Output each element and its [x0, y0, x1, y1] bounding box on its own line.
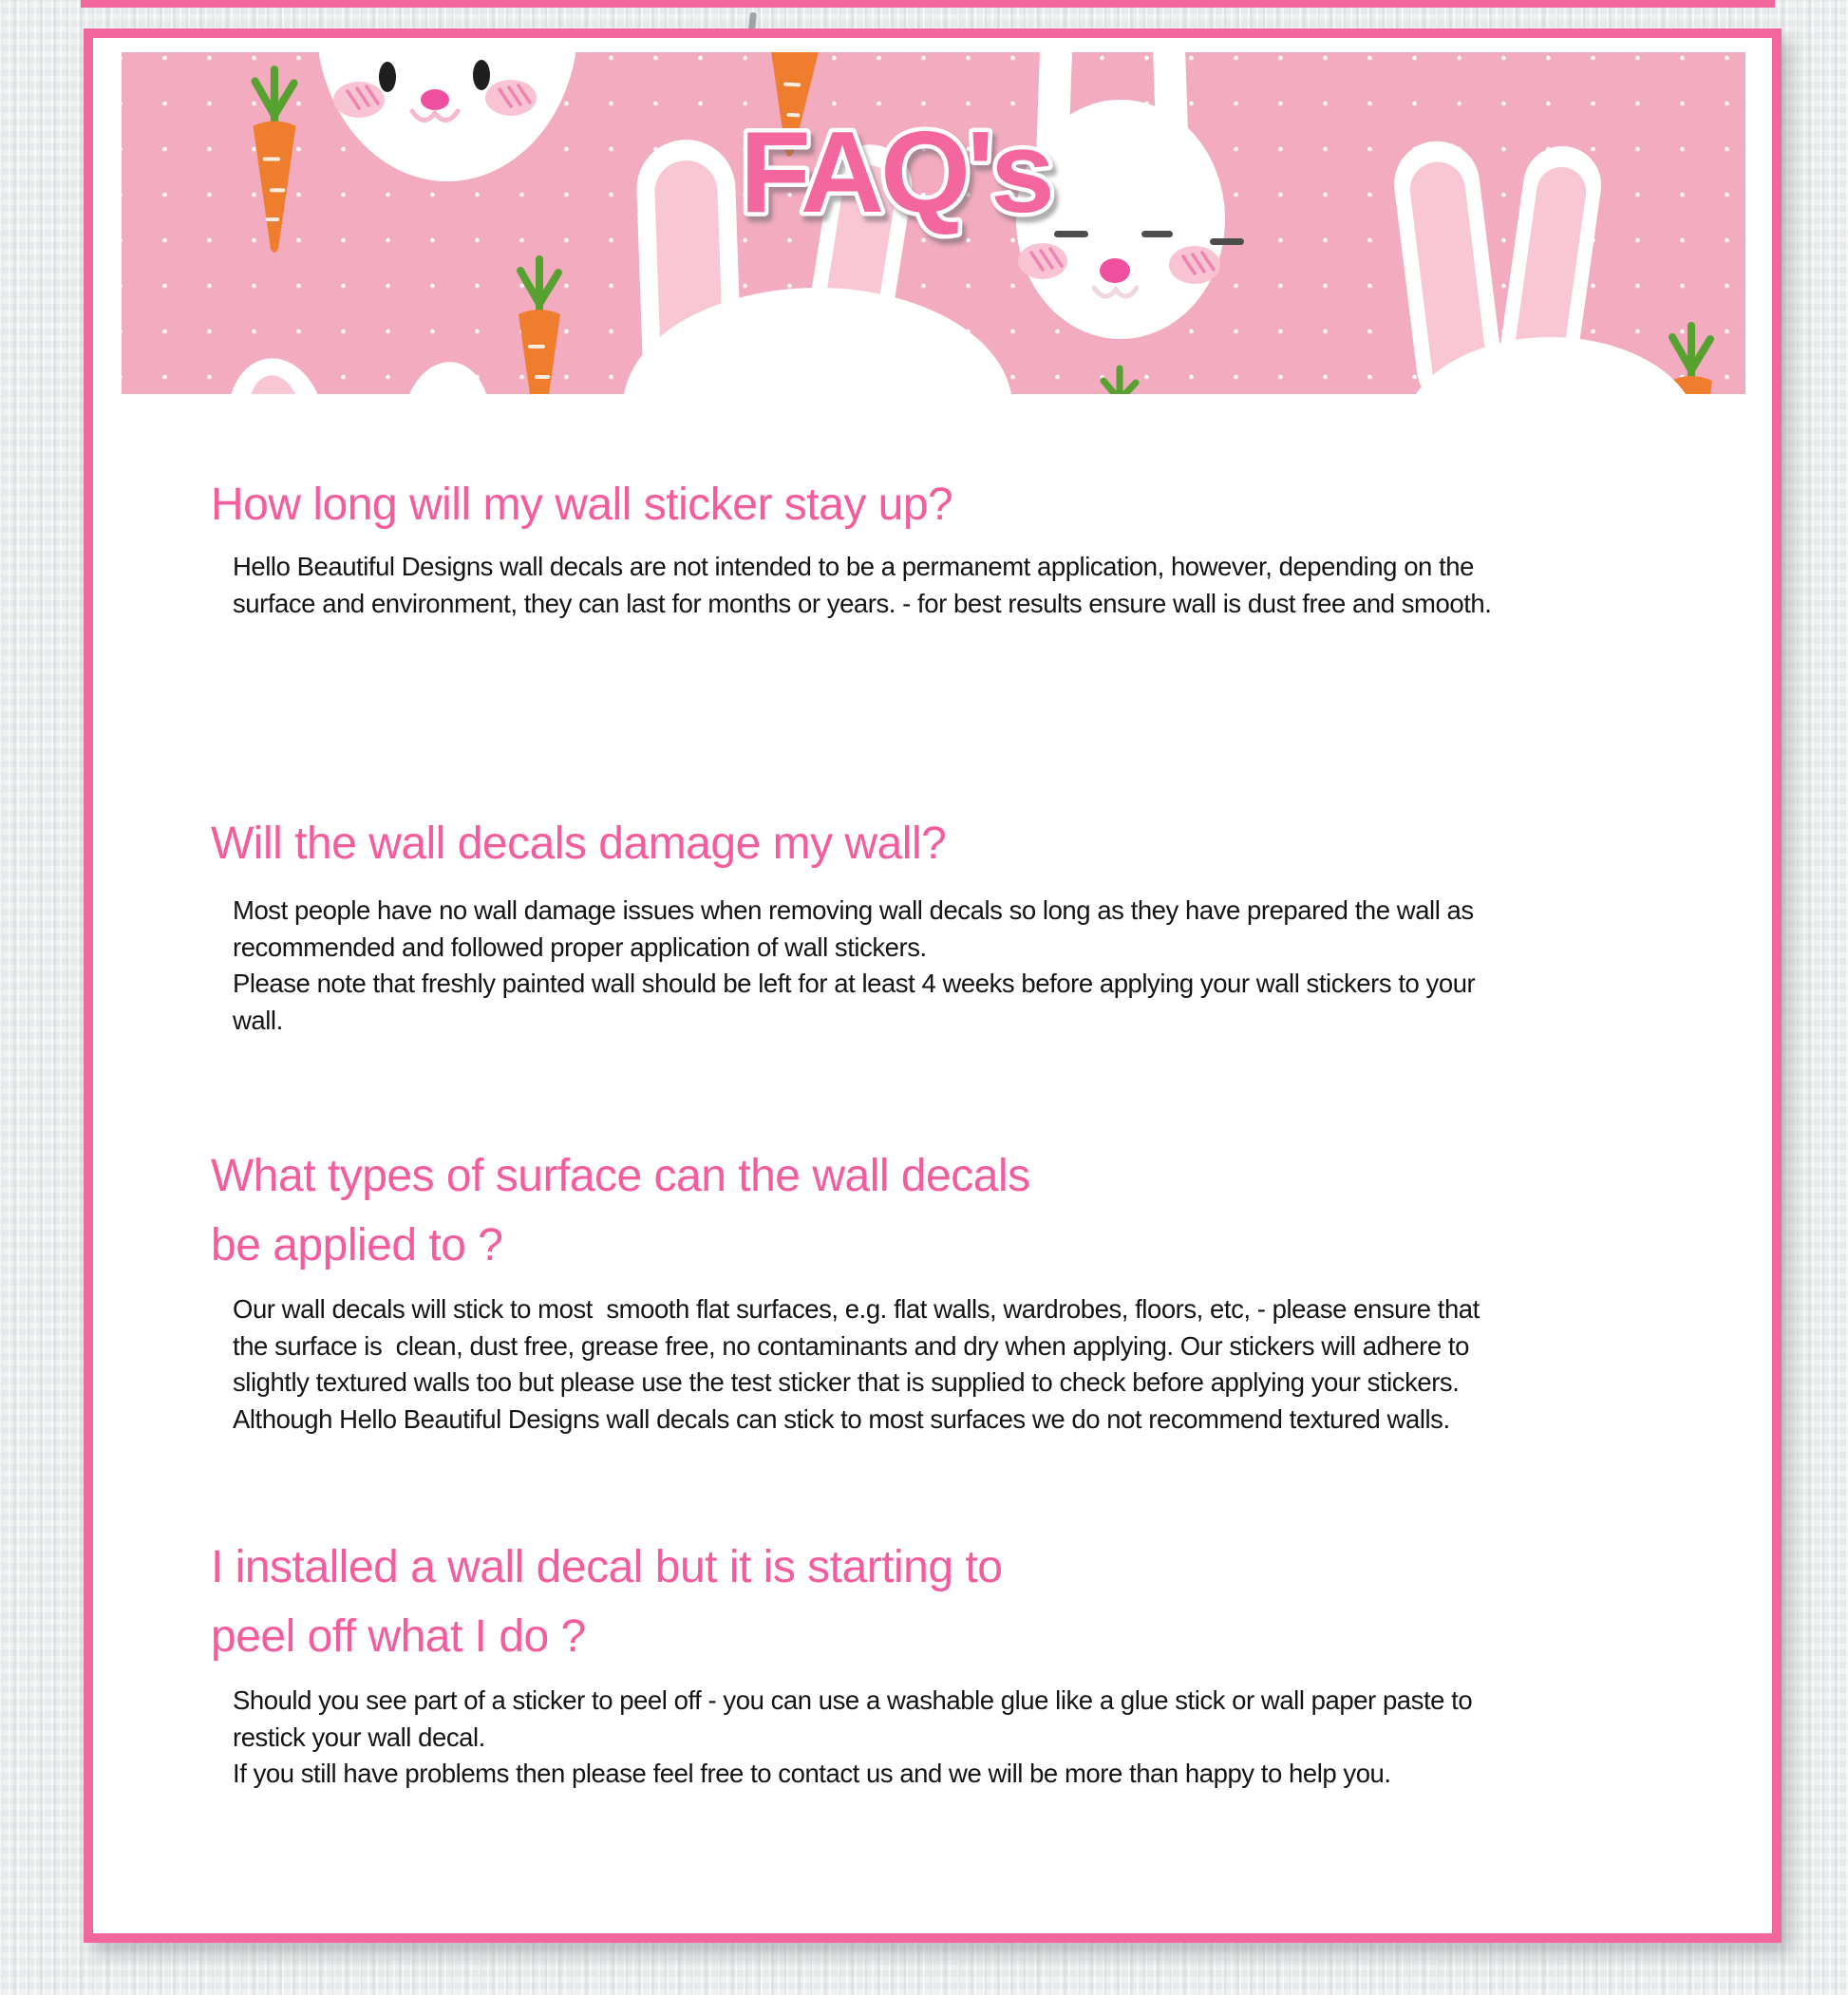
faq-answer-line: recommended and followed proper application of wall stickers. [233, 932, 927, 962]
faq-question-line: What types of surface can the wall decals [211, 1151, 1030, 1201]
faq-question-line: Will the wall decals damage my wall? [211, 819, 947, 869]
faq-question-line: be applied to ? [211, 1220, 503, 1270]
banner [122, 52, 1745, 394]
faq-answer-line: Most people have no wall damage issues when removing wall decals so long as they have prepared the wall as [233, 895, 1474, 925]
previous-card-edge [81, 0, 1775, 8]
faq-answer-line: the surface is clean, dust free, grease free, no contaminants and dry when applying. Our stickers will adhere to [233, 1330, 1469, 1361]
faq-answer-line: Should you see part of a sticker to peel off - you can use a washable glue like a glue stick or wall paper paste to [233, 1685, 1473, 1715]
faqs-title [696, 88, 1095, 254]
faq-item [93, 809, 1772, 1039]
faq-answer-line: slightly textured walls too but please use the test sticker that is supplied to check before applying your stickers. [233, 1367, 1460, 1397]
faq-answer-line: Please note that freshly painted wall should be left for at least 4 weeks before applying your wall stickers to your [233, 969, 1476, 998]
faq-item [93, 1533, 1772, 1793]
faq-question [211, 1533, 1772, 1671]
faq-answer-line: surface and environment, they can last for months or years. - for best results ensure wall is dust free and smooth. [233, 588, 1492, 618]
faq-question-line: I installed a wall decal but it is starting to [211, 1542, 1003, 1592]
faq-answer-line: Hello Beautiful Designs wall decals are not intended to be a permanemt application, however, depending on the [233, 552, 1474, 581]
faq-item [93, 470, 1772, 622]
faq-answer-line: Although Hello Beautiful Designs wall decals can stick to most surfaces we do not recommend textured walls. [233, 1403, 1450, 1434]
faq-answer [233, 549, 1772, 622]
faq-item [93, 1141, 1772, 1438]
carrot-icon [245, 62, 304, 256]
faq-answer [233, 1291, 1772, 1438]
faq-answer-line: restick your wall decal. [233, 1722, 485, 1752]
faq-answer-line: Our wall decals will stick to most smooth flat surfaces, e.g. flat walls, wardrobes, floors, etc, - please ensure that [233, 1294, 1480, 1324]
faq-question-line: peel off what I do ? [211, 1611, 586, 1662]
faq-card [84, 28, 1782, 1943]
bunny-ear-icon [396, 358, 496, 394]
faq-answer [233, 893, 1772, 1039]
faq-question [211, 1141, 1772, 1280]
carrot-icon [511, 252, 568, 394]
bunny-ear-icon [219, 352, 333, 394]
faq-answer-line: wall. [233, 1005, 283, 1035]
faq-answer-line: If you still have problems then please feel free to contact us and we will be more than happy to help you. [233, 1759, 1391, 1788]
faq-question [211, 470, 1772, 539]
faq-question-line: How long will my wall sticker stay up? [211, 480, 953, 530]
faq-answer [233, 1683, 1772, 1793]
carrot-sprout-icon [1096, 364, 1143, 394]
dash-mark [1210, 238, 1244, 245]
faq-question [211, 809, 1772, 878]
bunny-face-icon [319, 52, 575, 193]
faqs-title-text: FAQ's [740, 107, 1051, 236]
